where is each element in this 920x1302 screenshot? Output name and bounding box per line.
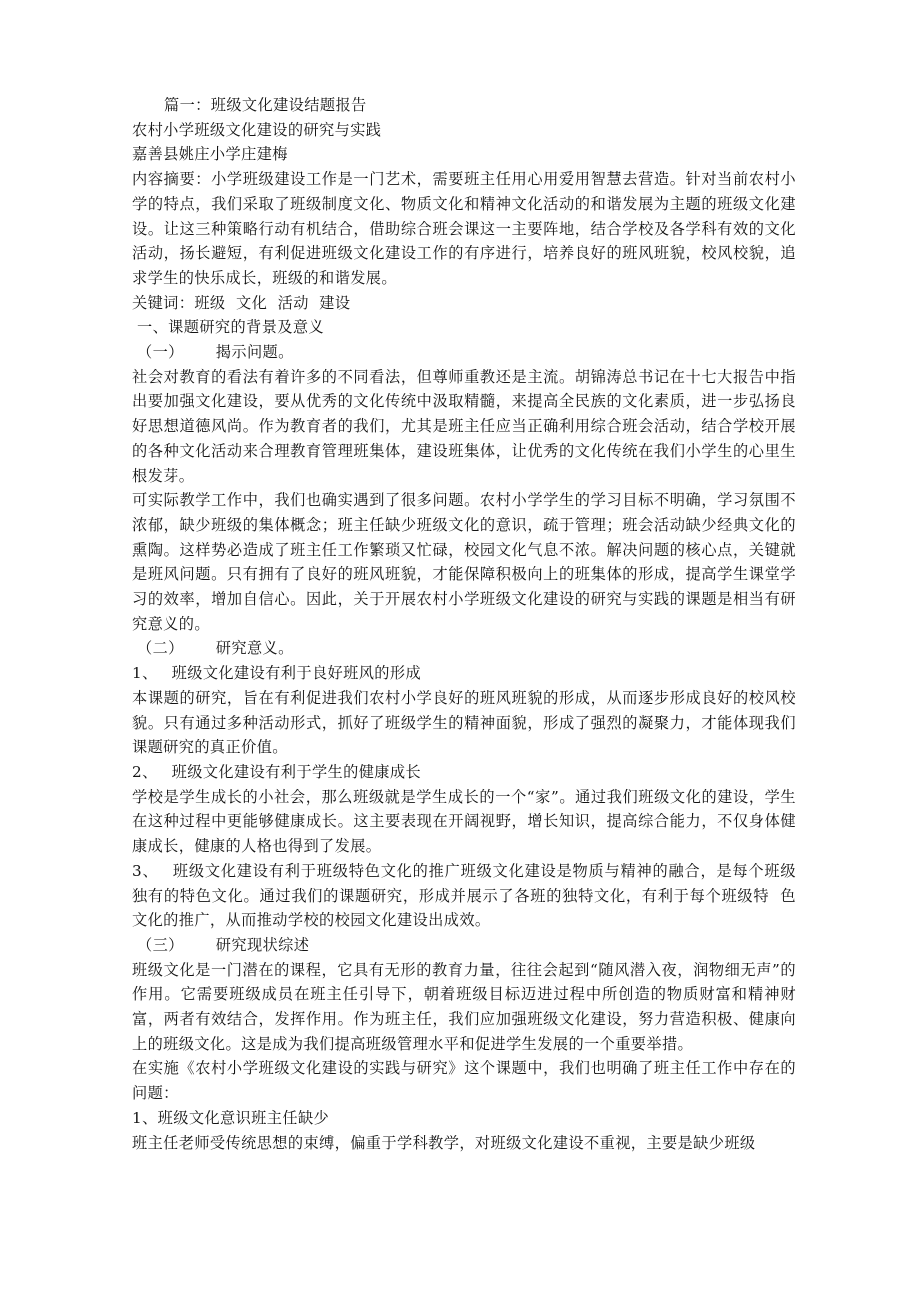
paragraph-1: 社会对教育的看法有着许多的不同看法，但尊师重教还是主流。胡锦涛总书记在十七大报告中指出要加强文化建设，要从优秀的文化传统中汲取精髓，来提高全民族的文化素质，进一步弘扬良好思想道德风尚。作为教育者的我们，尤其是班主任应当正确利用综合班会活动，结合学校开展的各种文化活动来合理教育管理班集体，建设班集体，让优秀的文化传统在我们小学生的心里生根发芽。: [132, 367, 796, 485]
list-item-1-title: 班级文化建设有利于良好班风的形成: [171, 664, 422, 683]
list-item-2: [132, 760, 796, 785]
list-item-4: 1、班级文化意识班主任缺少: [132, 1108, 330, 1127]
paragraph-4: 学校是学生成长的小社会，那么班级就是学生成长的一个“家”。通过我们班级文化的建设，学生在这种过程中更能够健康成长。这主要表现在开阔视野，增长知识，提高综合能力，不仅身体健康成长，健康的人格也得到了发展。: [132, 787, 796, 856]
keywords-line: 关键词：班级 文化 活动 建设: [132, 293, 351, 312]
subheading-1: [132, 340, 796, 365]
paragraph-7: 班主任老师受传统思想的束缚，偏重于学科教学，对班级文化建设不重视，主要是缺少班级: [132, 1133, 756, 1152]
paragraph-3: 本课题的研究，旨在有利促进我们农村小学良好的班风班貌的形成，从而逐步形成良好的校风校貌。只有通过多种活动形式，抓好了班级学生的精神面貌，形成了强烈的凝聚力，才能体现我们课题研究的真正价值。: [132, 688, 796, 757]
paragraph-5: 班级文化是一门潜在的课程，它具有无形的教育力量，往往会起到“随风潜入夜，润物细无声”的作用。它需要班级成员在班主任引导下，朝着班级目标迈进过程中所创造的物质财富和精神财富，两者有效结合，发挥作用。作为班主任，我们应加强班级文化建设，努力营造积极、健康向上的班级文化。这是成为我们提高班级管理水平和促进学生发展的一个重要举措。: [132, 960, 796, 1053]
subheading-2-title: 研究意义。: [215, 639, 294, 658]
paragraph-2: 可实际教学工作中，我们也确实遇到了很多问题。农村小学学生的学习目标不明确，学习氛围不浓郁，缺少班级的集体概念；班主任缺少班级文化的意识，疏于管理；班会活动缺少经典文化的熏陶。这样势必造成了班主任工作繁琐又忙碌，校园文化气息不浓。解决问题的核心点，关键就是班风问题。只有拥有了良好的班风班貌，才能保障积极向上的班集体的形成，提高学生课堂学习的效率，增加自信心。因此，关于开展农村小学班级文化建设的研究与实践的课题是相当有研究意义的。: [132, 491, 796, 633]
author-line: 嘉善县姚庄小学庄建梅: [132, 145, 288, 164]
document-subtitle: 农村小学班级文化建设的研究与实践: [132, 120, 382, 139]
document-title: 篇一：班级文化建设结题报告: [164, 96, 367, 114]
subheading-3-title: 研究现状综述: [215, 935, 310, 954]
list-item-1-number: 1、: [132, 664, 158, 683]
paragraph-6: 在实施《农村小学班级文化建设的实践与研究》这个课题中，我们也明确了班主任工作中存在的问题：: [132, 1059, 796, 1103]
list-item-3-number: 3、: [132, 861, 159, 880]
list-item-3: [132, 859, 807, 933]
subheading-3: [132, 933, 796, 958]
subheading-1-title: 揭示问题。: [215, 343, 294, 362]
list-item-2-title: 班级文化建设有利于学生的健康成长: [171, 762, 422, 781]
list-item-1: [132, 661, 796, 686]
subheading-3-number: （三）: [137, 935, 184, 954]
subheading-2: [132, 636, 796, 661]
abstract-paragraph: 内容摘要：小学班级建设工作是一门艺术，需要班主任用心用爱用智慧去营造。针对当前农村小学的特点，我们采取了班级制度文化、物质文化和精神文化活动的和谐发展为主题的班级文化建设。让这三种策略行动有机结合，借助综合班会课这一主要阵地，结合学校及各学科有效的文化活动，扬长避短，有利促进班级文化建设工作的有序进行，培养良好的班风班貌，校风校貌，追求学生的快乐成长，班级的和谐发展。: [132, 170, 796, 287]
subheading-2-number: （二）: [137, 639, 184, 658]
list-item-2-number: 2、: [132, 762, 158, 781]
document-page: [132, 93, 807, 1155]
section-heading-1: 一、课题研究的背景及意义: [137, 318, 325, 337]
list-item-3-text: 班级文化建设有利于班级特色文化的推广班级文化建设是物质与精神的融合，是每个班级 独有的特色文化。通过我们的课题研究，形成并展示了各班的独特文化，有利于每个班级特 色文化的推广，从而推动学校的校园文化建设出成效。: [132, 861, 807, 930]
subheading-1-number: （一）: [137, 343, 184, 362]
